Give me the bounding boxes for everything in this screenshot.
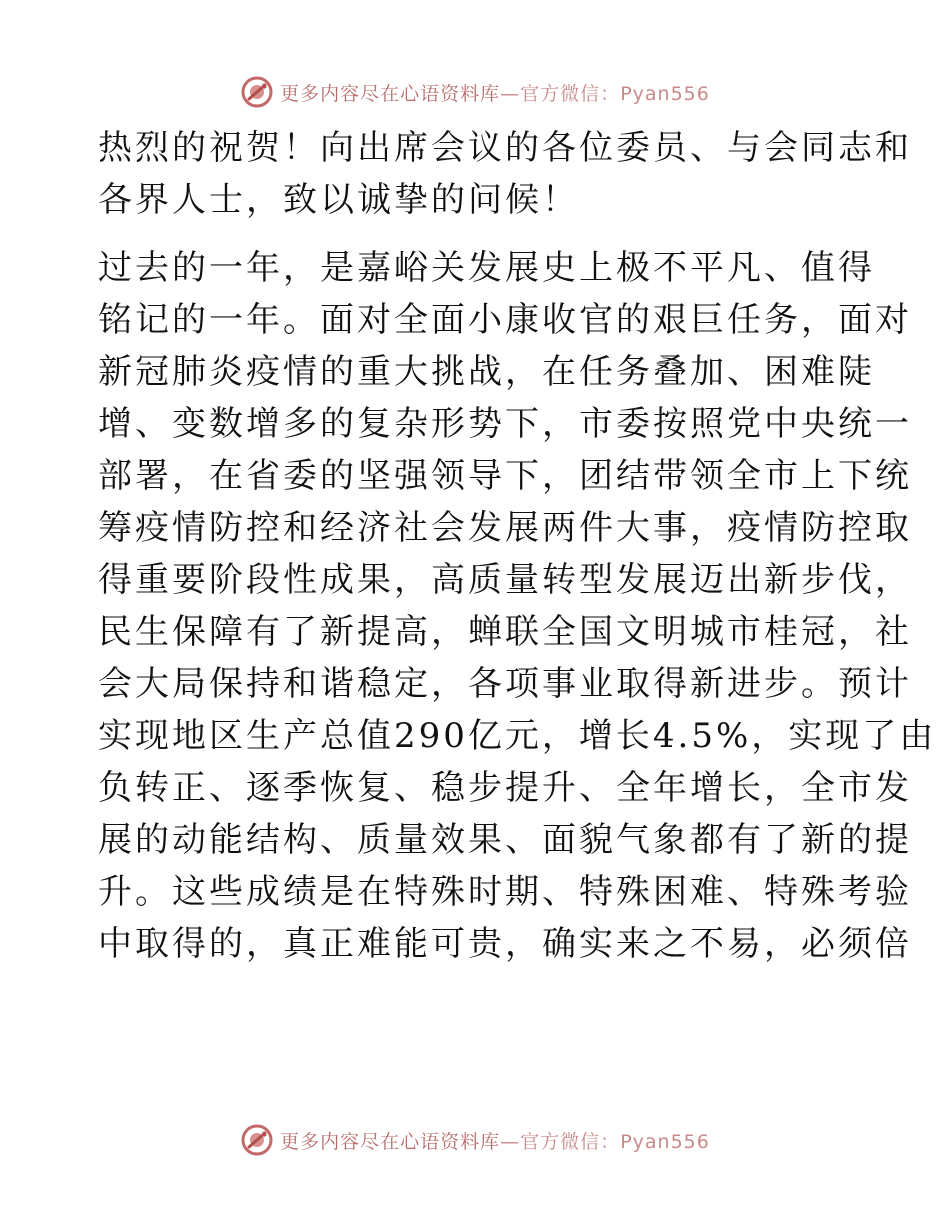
watermark-site-name: 更多内容尽在心语资料库 [280,1130,501,1153]
watermark-site-name: 更多内容尽在心语资料库 [280,82,501,105]
text-line: 负转正、逐季恢复、稳步提升、全年增长，全市发 [98,768,912,808]
brand-logo-icon [240,75,274,109]
watermark-wechat-id: Pyan556 [620,1130,710,1153]
watermark-dash: — [500,1130,521,1153]
paragraph-1 [98,122,912,226]
watermark-official-label: 官方微信： [520,82,621,105]
text-line: 热烈的祝贺！向出席会议的各位委员、与会同志和 [98,128,912,168]
text-line: 实现地区生产总值290亿元，增长4.5%，实现了由 [98,716,937,756]
header-watermark [0,72,950,112]
text-line: 民生保障有了新提高，蝉联全国文明城市桂冠，社 [98,612,912,652]
text-line: 展的动能结构、质量效果、面貌气象都有了新的提 [98,820,912,860]
paragraph-2 [98,242,937,970]
text-line: 得重要阶段性成果，高质量转型发展迈出新步伐， [98,560,912,600]
text-line: 增、变数增多的复杂形势下，市委按照党中央统一 [98,404,912,444]
text-line: 中取得的，真正难能可贵，确实来之不易，必须倍 [98,924,912,964]
text-line: 筹疫情防控和经济社会发展两件大事，疫情防控取 [98,508,912,548]
watermark-text [280,79,710,106]
text-line: 铭记的一年。面对全面小康收官的艰巨任务，面对 [98,300,912,340]
document-body [98,122,937,970]
watermark-wechat-id: Pyan556 [620,82,710,105]
text-line: 升。这些成绩是在特殊时期、特殊困难、特殊考验 [98,872,912,912]
footer-watermark [0,1120,950,1160]
text-line: 各界人士，致以诚挚的问候！ [98,180,579,220]
text-line: 会大局保持和谐稳定，各项事业取得新进步。预计 [98,664,912,704]
text-line: 过去的一年，是嘉峪关发展史上极不平凡、值得 [98,248,875,288]
watermark-official-label: 官方微信： [520,1130,621,1153]
watermark-text [280,1127,710,1154]
text-line: 新冠肺炎疫情的重大挑战，在任务叠加、困难陡 [98,352,875,392]
watermark-dash: — [500,82,521,105]
text-line: 部署，在省委的坚强领导下，团结带领全市上下统 [98,456,912,496]
brand-logo-icon [240,1123,274,1157]
